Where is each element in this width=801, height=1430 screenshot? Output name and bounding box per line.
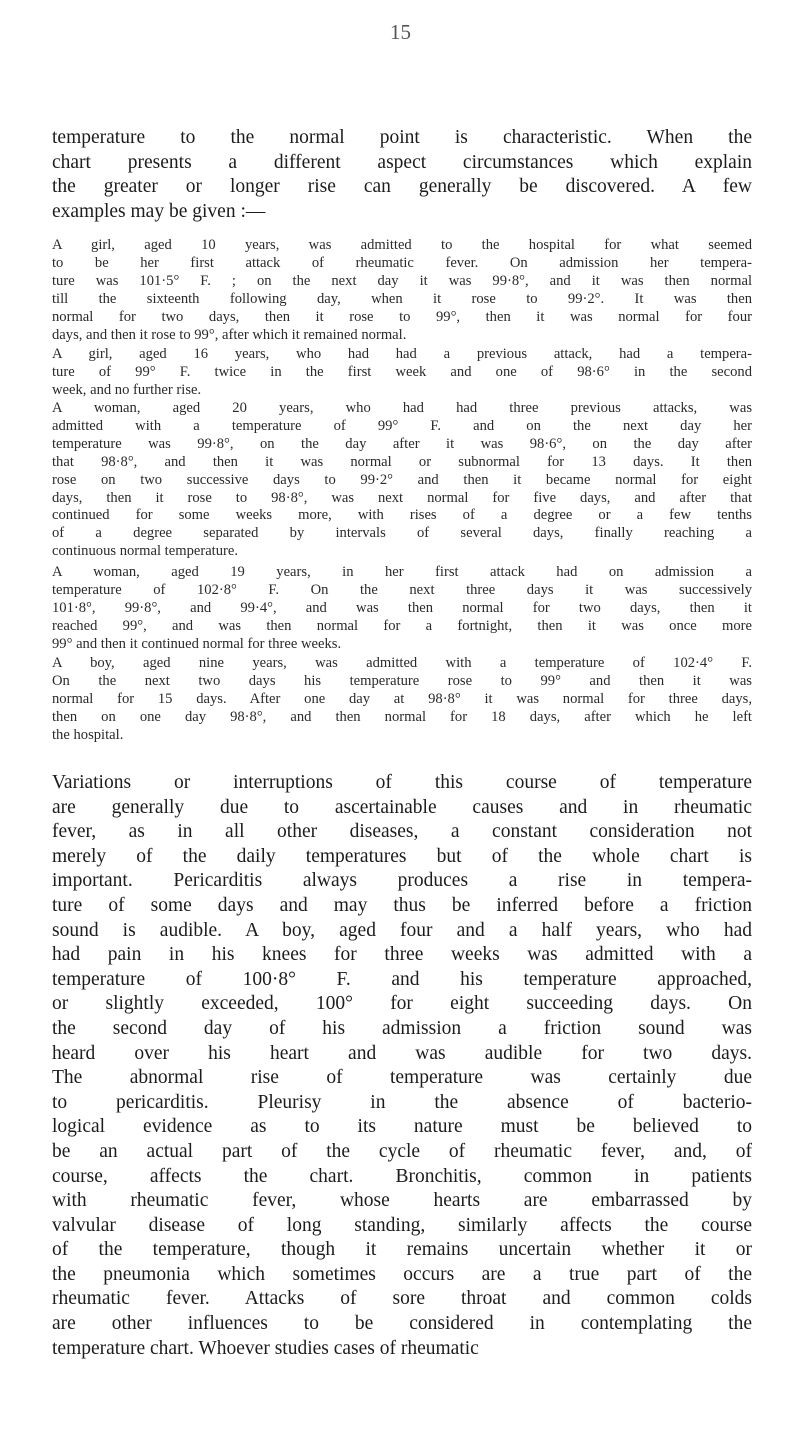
text-line: the greater or longer rise can generally be discovered. A few	[52, 176, 752, 198]
text-line: ture of 99° F. twice in the first week and one of 98·6° in the second	[52, 363, 752, 380]
intro-paragraph	[52, 126, 752, 224]
text-line: or slightly exceeded, 100° for eight succeeding days. On	[52, 993, 752, 1015]
text-line: A woman, aged 19 years, in her first attack had on admission a	[52, 564, 752, 580]
text-line: then on one day 98·8°, and then normal for 18 days, after which he left	[52, 708, 752, 725]
text-line: that 98·8°, and then it was normal or subnormal for 13 days. It then	[52, 453, 752, 470]
text-line: normal for 15 days. After one day at 98·8° it was normal for three days,	[52, 690, 752, 707]
text-line: temperature chart. Whoever studies cases of rheumatic	[52, 1337, 479, 1359]
text-line: reached 99°, and was then normal for a fortnight, then it was once more	[52, 617, 752, 634]
text-line: temperature of 102·8° F. On the next three days it was successively	[52, 581, 752, 598]
text-line: are generally due to ascertainable causes and in rheumatic	[52, 796, 752, 818]
text-line: are other influences to be considered in contemplating the	[52, 1313, 752, 1335]
text-line: to pericarditis. Pleurisy in the absence of bacterio-	[52, 1091, 752, 1113]
text-line: continued for some weeks more, with rises of a degree or a few tenths	[52, 507, 752, 524]
text-line: A girl, aged 16 years, who had had a previous attack, had a tempera-	[52, 346, 752, 362]
text-line: heard over his heart and was audible for two days.	[52, 1042, 752, 1064]
text-line: merely of the daily temperatures but of the whole chart is	[52, 845, 752, 867]
text-line: 101·8°, 99·8°, and 99·4°, and was then normal for two days, then it	[52, 599, 752, 616]
text-line: normal for two days, then it rose to 99°, then it was normal for four	[52, 308, 752, 325]
text-line: A boy, aged nine years, was admitted with a temperature of 102·4° F.	[52, 655, 752, 671]
text-line: examples may be given :—	[52, 200, 266, 222]
text-line: Variations or interruptions of this course of temperature	[52, 772, 752, 793]
text-line: the second day of his admission a friction sound was	[52, 1017, 752, 1039]
text-line: 99° and then it continued normal for three weeks.	[52, 635, 342, 652]
text-line: sound is audible. A boy, aged four and a half years, who had	[52, 919, 752, 941]
text-line: to be her first attack of rheumatic fever. On admission her tempera-	[52, 254, 752, 271]
case-paragraph-4	[52, 564, 752, 654]
text-line: continuous normal temperature.	[52, 543, 239, 560]
text-line: valvular disease of long standing, similarly affects the course	[52, 1214, 752, 1236]
text-line: till the sixteenth following day, when it rose to 99·2°. It was then	[52, 290, 752, 307]
case-paragraph-5	[52, 655, 752, 745]
text-line: days, and then it rose to 99°, after which it remained normal.	[52, 326, 407, 343]
text-line: course, affects the chart. Bronchitis, common in patients	[52, 1165, 752, 1187]
text-line: chart presents a different aspect circumstances which explain	[52, 151, 752, 173]
text-line: fever, as in all other diseases, a constant consideration not	[52, 821, 752, 843]
text-line: the hospital.	[52, 726, 124, 743]
discussion-paragraph	[52, 771, 752, 1361]
text-line: of the temperature, though it remains uncertain whether it or	[52, 1239, 752, 1261]
text-line: A girl, aged 10 years, was admitted to the hospital for what seemed	[52, 237, 752, 253]
text-line: temperature was 99·8°, on the day after it was 98·6°, on the day after	[52, 435, 752, 452]
text-line: the pneumonia which sometimes occurs are a true part of the	[52, 1263, 752, 1285]
text-line: with rheumatic fever, whose hearts are embarrassed by	[52, 1190, 752, 1212]
text-line: On the next two days his temperature rose to 99° and then it was	[52, 672, 752, 689]
case-paragraph-2	[52, 346, 752, 400]
text-line: week, and no further rise.	[52, 381, 202, 398]
text-line: A woman, aged 20 years, who had had three previous attacks, was	[52, 400, 752, 416]
case-paragraph-3	[52, 400, 752, 561]
text-line: logical evidence as to its nature must be believed to	[52, 1116, 752, 1138]
text-line: had pain in his knees for three weeks was admitted with a	[52, 944, 752, 966]
page-number: 15	[390, 20, 411, 44]
text-line: admitted with a temperature of 99° F. and on the next day her	[52, 417, 752, 434]
text-line: of a degree separated by intervals of several days, finally reaching a	[52, 525, 752, 542]
text-line: The abnormal rise of temperature was certainly due	[52, 1067, 752, 1089]
text-line: rose on two successive days to 99·2° and then it became normal for eight	[52, 471, 752, 488]
text-line: ture of some days and may thus be inferred before a friction	[52, 894, 752, 916]
text-line: temperature of 100·8° F. and his temperature approached,	[52, 968, 752, 990]
text-line: temperature to the normal point is characteristic. When the	[52, 127, 752, 148]
case-paragraph-1	[52, 237, 752, 344]
text-line: rheumatic fever. Attacks of sore throat and common colds	[52, 1288, 752, 1310]
text-line: important. Pericarditis always produces a rise in tempera-	[52, 870, 752, 892]
text-line: days, then it rose to 98·8°, was next normal for five days, and after that	[52, 489, 752, 506]
text-line: be an actual part of the cycle of rheumatic fever, and, of	[52, 1140, 752, 1162]
text-line: ture was 101·5° F. ; on the next day it was 99·8°, and it was then normal	[52, 272, 752, 289]
